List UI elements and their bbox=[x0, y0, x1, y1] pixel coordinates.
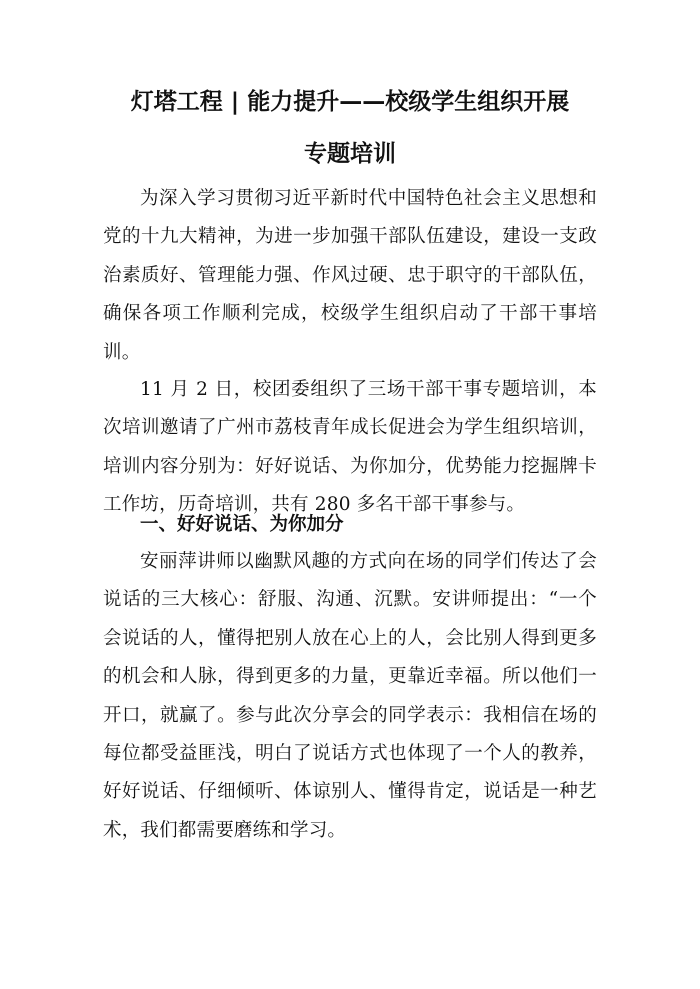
training-overview-paragraph: 11 月 2 日，校团委组织了三场干部干事专题培训，本次培训邀请了广州市荔枝青年成长促进会为学生组织培训，培训内容分别为：好好说话、为你加分，优势能力挖掘牌卡工作坊，历奇培训，共有 280 多名干部干事参与。 bbox=[103, 379, 597, 516]
intro-paragraph: 为深入学习贯彻习近平新时代中国特色社会主义思想和党的十九大精神，为进一步加强干部队伍建设，建设一支政治素质好、管理能力强、作风过硬、忠于职守的干部队伍，确保各项工作顺利完成，校级学生组织启动了干部干事培训。 bbox=[103, 188, 597, 363]
document-title-line-1: 灯塔工程 | 能力提升——校级学生组织开展 bbox=[130, 89, 570, 115]
document-title-line-2: 专题培训 bbox=[304, 141, 396, 167]
section-paragraph: 安丽萍讲师以幽默风趣的方式向在场的同学们传达了会说话的三大核心：舒服、沟通、沉默。安讲师提出：“一个会说话的人，懂得把别人放在心上的人，会比别人得到更多的机会和人脉，得到更多的力量，更靠近幸福。所以他们一开口，就赢了。参与此次分享会的同学表示：我相信在场的每位都受益匪浅，明白了说话方式也体现了一个人的教养，好好说话、仔细倾听、体谅别人、懂得肯定，说话是一种艺术，我们都需要磨练和学习。 bbox=[103, 551, 597, 841]
section-heading: 一、好好说话、为你加分 bbox=[140, 514, 344, 535]
